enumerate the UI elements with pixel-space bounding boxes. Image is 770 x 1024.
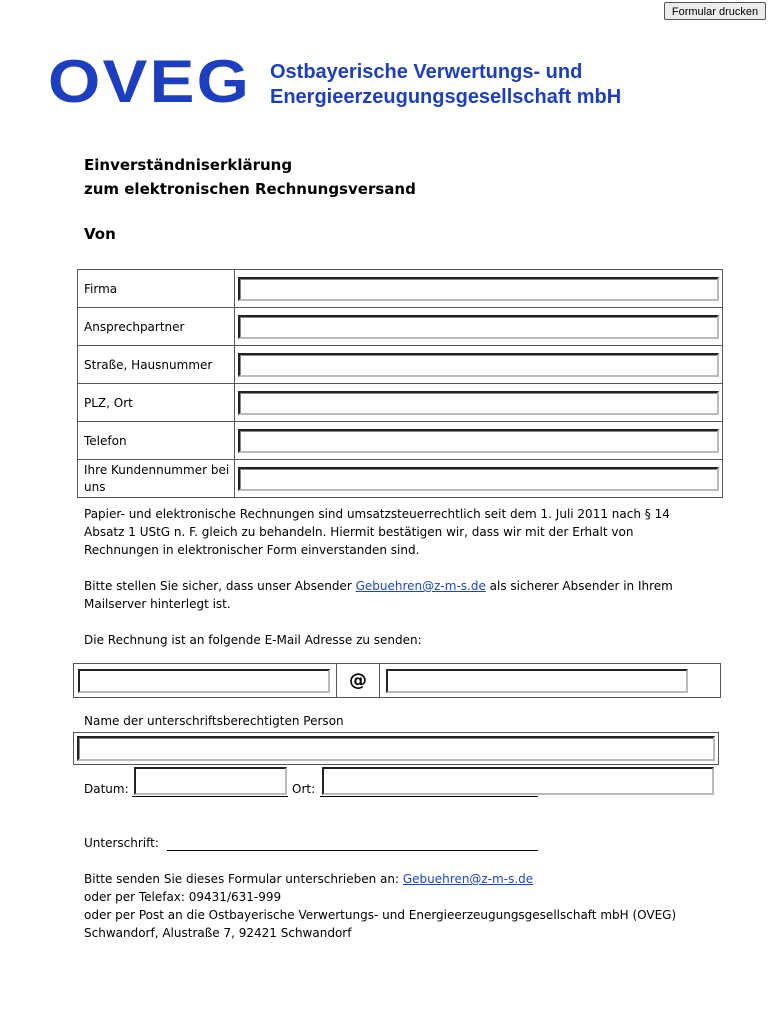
- sender-paragraph: [84, 577, 704, 613]
- signatory-name-row: [73, 732, 719, 765]
- print-form-button[interactable]: Formular drucken: [664, 2, 766, 20]
- footer-text-pre: Bitte senden Sie dieses Formular unterschrieben an:: [84, 872, 403, 886]
- legal-paragraph: Papier- und elektronische Rechnungen sind umsatzsteuerrechtlich seit dem 1. Juli 2011 nach § 14 Absatz 1 UStG n. F. gleich zu behandeln. Hiermit bestätigen wir, dass wir mit der Erhalt von Rechnungen in elektronischer Form einverstanden sind.: [84, 507, 670, 557]
- field-label: Straße, Hausnummer: [78, 346, 235, 384]
- footer-instructions: [84, 870, 704, 942]
- field-label: Telefon: [78, 422, 235, 460]
- signatory-name-label: Name der unterschriftsberechtigten Person: [84, 714, 344, 728]
- ort-input[interactable]: [322, 767, 714, 795]
- strasse-input[interactable]: [238, 353, 719, 377]
- field-label: Ihre Kundennummer bei uns: [78, 460, 235, 498]
- form-row-ansprechpartner: [78, 308, 723, 346]
- signatory-name-input[interactable]: [77, 736, 715, 761]
- datum-label: Datum:: [84, 782, 129, 796]
- form-row-firma: [78, 270, 723, 308]
- email-address-row: [73, 663, 721, 698]
- field-label: Firma: [78, 270, 235, 308]
- datum-underline: [132, 796, 288, 797]
- sender-text-post: als sicherer Absender in Ihrem Mailserver hinterlegt ist.: [84, 579, 673, 611]
- field-label: PLZ, Ort: [78, 384, 235, 422]
- section-von: Von: [84, 225, 116, 243]
- footer-email-link[interactable]: Gebuehren@z-m-s.de: [402, 872, 534, 886]
- footer-line-fax: oder per Telefax: 09431/631-999: [84, 890, 282, 904]
- kundennummer-input[interactable]: [238, 467, 719, 491]
- document-title: [84, 153, 416, 201]
- at-symbol: @: [336, 664, 380, 697]
- email-local-input[interactable]: [78, 669, 330, 693]
- ort-label: Ort:: [292, 782, 316, 796]
- sender-text-pre: Bitte stellen Sie sicher, dass unser Absender: [84, 579, 356, 593]
- company-name-line1: Ostbayerische Verwertungs- und: [270, 61, 583, 83]
- form-row-kundennummer: [78, 460, 723, 498]
- email-domain-input[interactable]: [386, 669, 688, 693]
- ort-underline: [320, 796, 538, 797]
- telefon-input[interactable]: [238, 429, 719, 453]
- firma-input[interactable]: [238, 277, 719, 301]
- title-line1: Einverständniserklärung: [84, 156, 293, 174]
- plz-ort-input[interactable]: [238, 391, 719, 415]
- sender-email-link[interactable]: Gebuehren@z-m-s.de: [355, 579, 486, 593]
- sender-form-table: [77, 269, 723, 498]
- signature-label: Unterschrift:: [84, 836, 159, 850]
- field-label: Ansprechpartner: [78, 308, 235, 346]
- form-row-telefon: [78, 422, 723, 460]
- form-row-plz-ort: [78, 384, 723, 422]
- footer-line-email: [84, 870, 704, 888]
- signature-line: [167, 850, 538, 851]
- oveg-logo: OVEG: [48, 48, 252, 115]
- footer-line-post: oder per Post an die Ostbayerische Verwertungs- und Energieerzeugungsgesellschaft mbH (OVEG): [84, 908, 677, 922]
- ansprechpartner-input[interactable]: [238, 315, 719, 339]
- title-line2: zum elektronischen Rechnungsversand: [84, 180, 416, 198]
- form-row-strasse: [78, 346, 723, 384]
- email-instruction: Die Rechnung ist an folgende E-Mail Adresse zu senden:: [84, 633, 422, 647]
- company-name: [270, 60, 621, 110]
- company-name-line2: Energieerzeugungsgesellschaft mbH: [270, 86, 622, 108]
- footer-line-address: Schwandorf, Alustraße 7, 92421 Schwandorf: [84, 926, 352, 940]
- datum-input[interactable]: [134, 767, 287, 795]
